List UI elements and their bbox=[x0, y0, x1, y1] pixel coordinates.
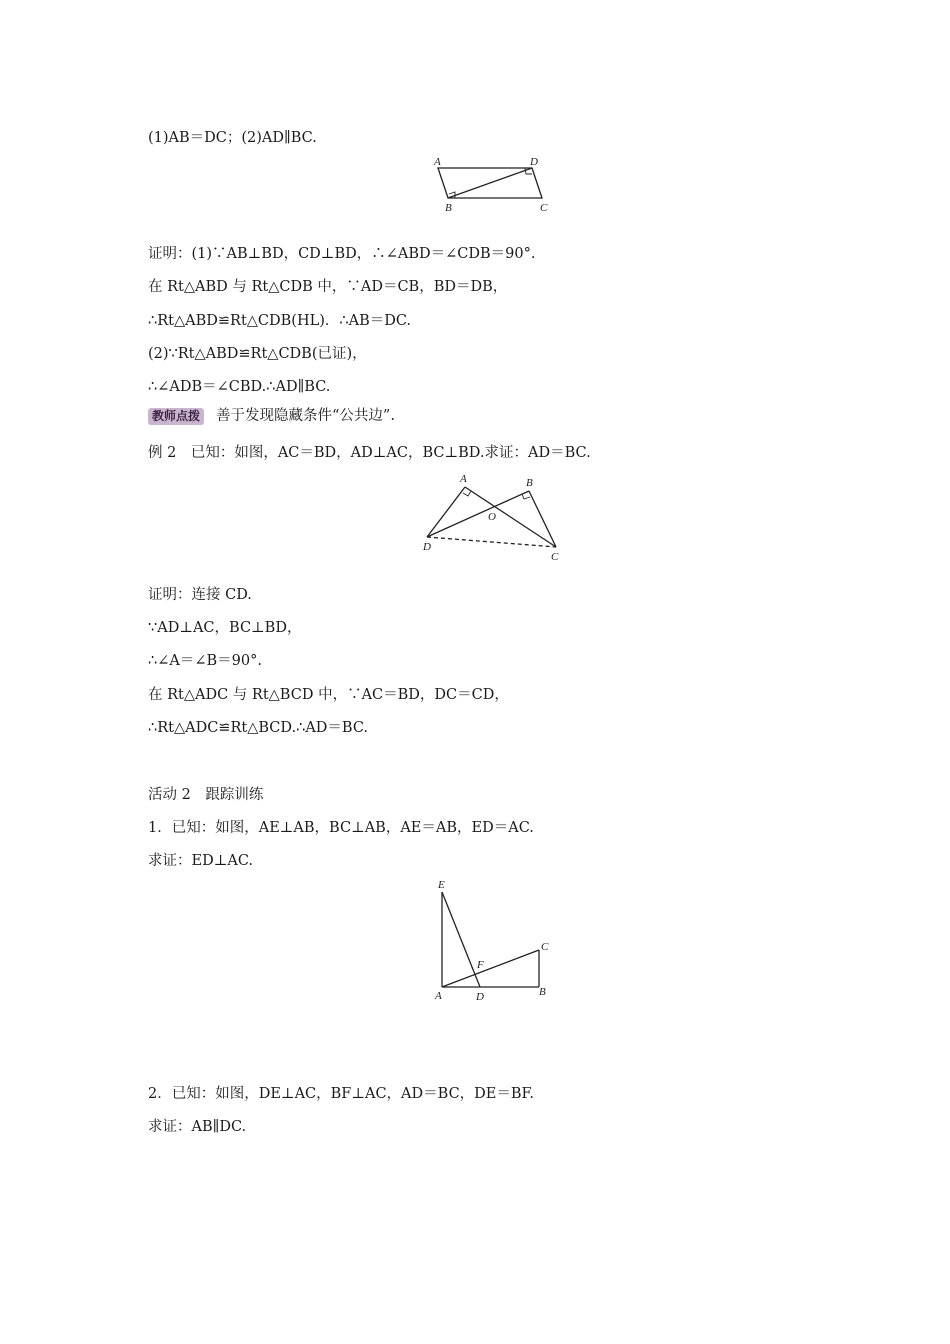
label-A: A bbox=[434, 156, 441, 168]
activity-2-heading: 活动 2 跟踪训练 bbox=[148, 787, 264, 803]
label-C: C bbox=[540, 202, 548, 214]
exercise-1-prove: 求证：ED⊥AC. bbox=[148, 853, 254, 869]
label-D: D bbox=[530, 156, 538, 168]
label-B: B bbox=[445, 202, 452, 214]
label-E: E bbox=[438, 879, 445, 891]
proof2-line-5: ∴Rt△ADC≌Rt△BCD.∴AD＝BC. bbox=[148, 720, 369, 736]
label-C: C bbox=[551, 551, 559, 563]
teacher-tip bbox=[148, 406, 395, 426]
example-2: 例 2 已知：如图，AC＝BD，AD⊥AC，BC⊥BD.求证：AD＝BC. bbox=[148, 445, 591, 461]
proof-line-2: 在 Rt△ABD 与 Rt△CDB 中，∵AD＝CB，BD＝DB， bbox=[148, 279, 508, 295]
proof2-line-1: 证明：连接 CD. bbox=[148, 587, 252, 603]
label-D: D bbox=[476, 991, 484, 1003]
teacher-tip-text: 善于发现隐藏条件“公共边”. bbox=[216, 408, 395, 424]
proof-line-5: ∴∠ADB＝∠CBD.∴AD∥BC. bbox=[148, 379, 331, 395]
exercise-1: 1．已知：如图，AE⊥AB，BC⊥AB，AE＝AB，ED＝AC. bbox=[148, 820, 534, 836]
figure-parallelogram bbox=[428, 152, 558, 216]
proof2-line-3: ∴∠A＝∠B＝90°. bbox=[148, 653, 262, 669]
statement-to-prove: (1)AB＝DC；(2)AD∥BC. bbox=[148, 130, 317, 146]
proof2-line-4: 在 Rt△ADC 与 Rt△BCD 中，∵AC＝BD，DC＝CD， bbox=[148, 687, 509, 703]
proof-line-1: 证明：(1)∵AB⊥BD，CD⊥BD，∴∠ABD＝∠CDB＝90°. bbox=[148, 246, 536, 262]
label-O: O bbox=[488, 511, 496, 523]
label-F: F bbox=[477, 959, 484, 971]
teacher-tip-badge: 教师点拨 bbox=[148, 408, 204, 425]
proof-line-3: ∴Rt△ABD≌Rt△CDB(HL)．∴AB＝DC. bbox=[148, 313, 412, 329]
label-B: B bbox=[539, 986, 546, 998]
label-A: A bbox=[435, 990, 442, 1002]
label-C: C bbox=[541, 941, 549, 953]
label-D: D bbox=[423, 541, 431, 553]
exercise-2: 2．已知：如图，DE⊥AC，BF⊥AC，AD＝BC，DE＝BF. bbox=[148, 1086, 534, 1102]
figure-right-angles bbox=[430, 876, 555, 1006]
exercise-2-prove: 求证：AB∥DC. bbox=[148, 1119, 247, 1135]
label-B: B bbox=[526, 477, 533, 489]
proof-line-4: (2)∵Rt△ABD≌Rt△CDB(已证)， bbox=[148, 346, 367, 362]
proof2-line-2: ∵AD⊥AC，BC⊥BD， bbox=[148, 620, 302, 636]
label-A: A bbox=[460, 473, 467, 485]
figure-crossing-triangles bbox=[418, 470, 568, 565]
